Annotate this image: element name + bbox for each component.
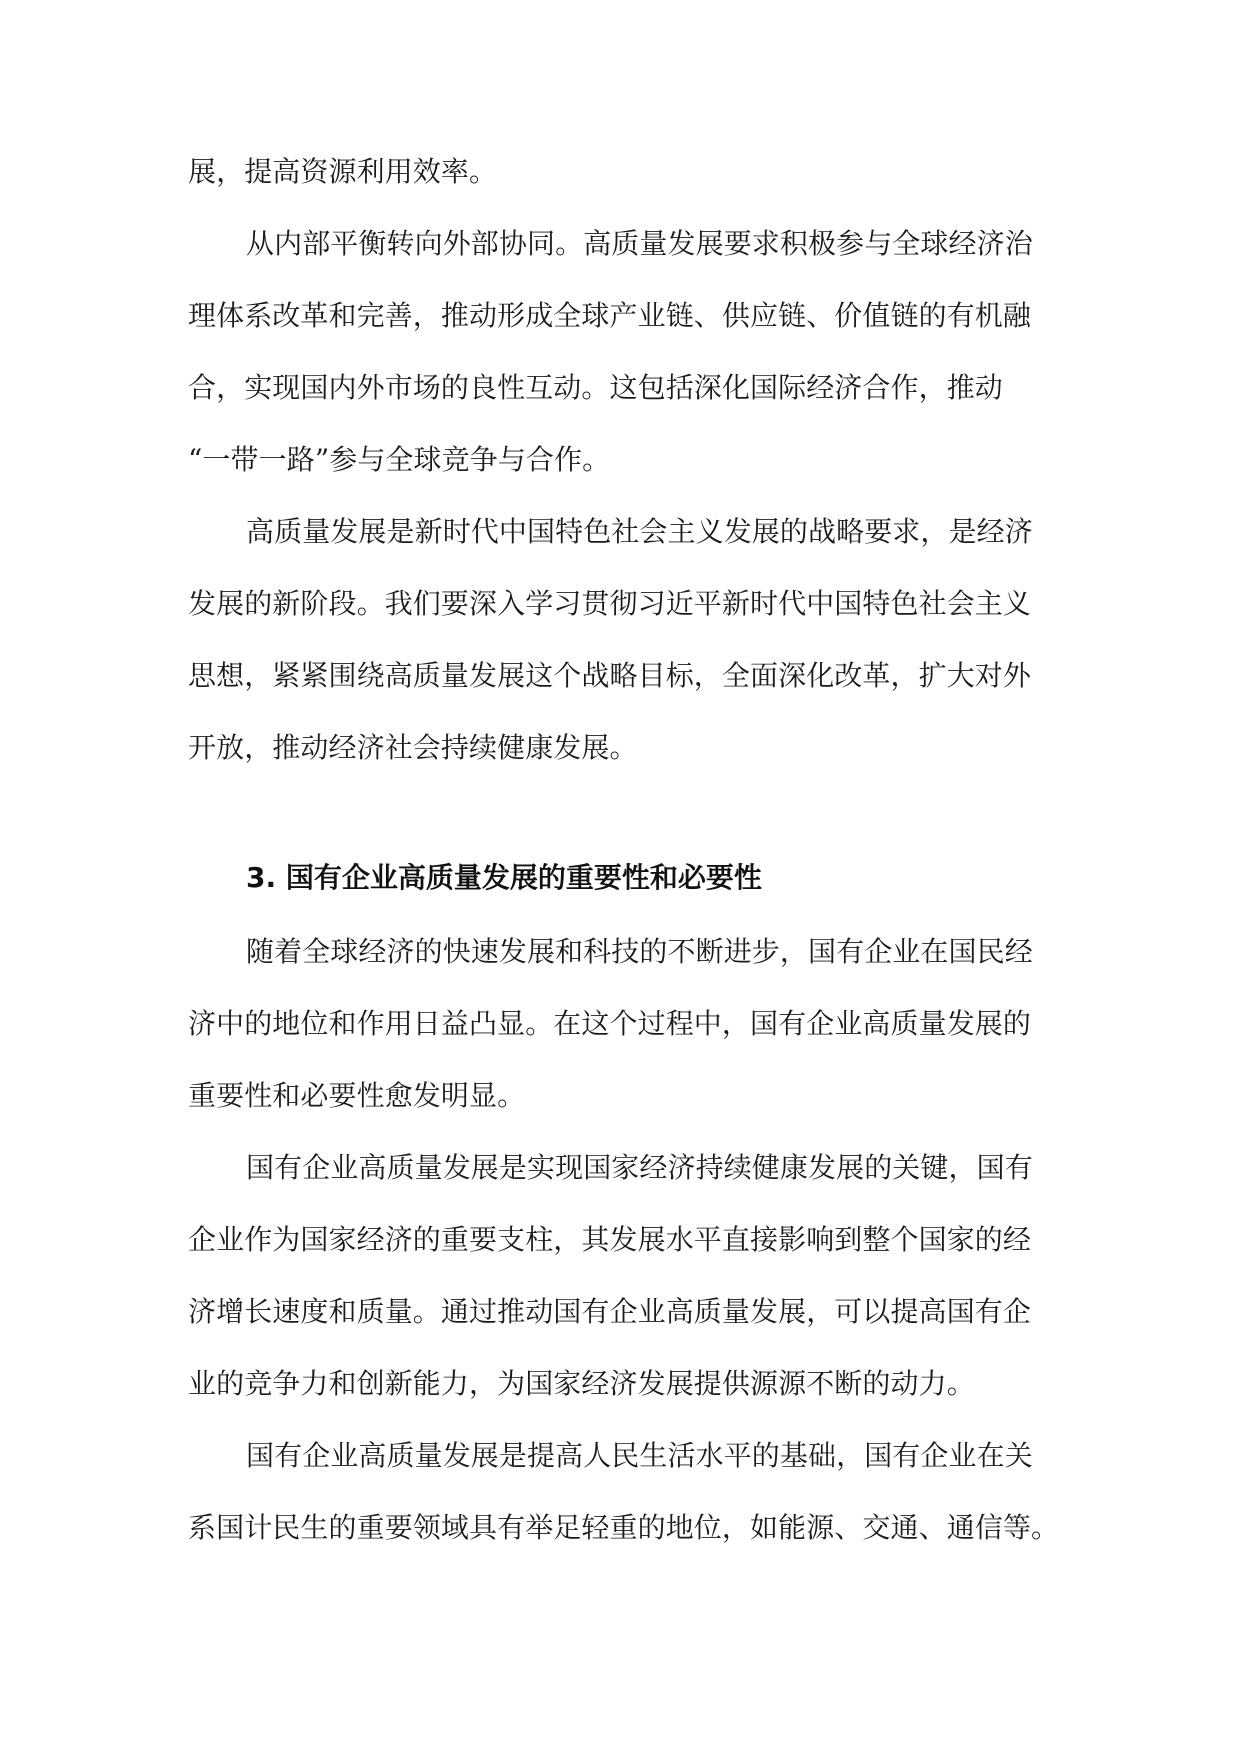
text-line: “一带一路”参与全球竞争与合作。: [188, 443, 611, 476]
text-line: 开放，推动经济社会持续健康发展。: [188, 731, 638, 764]
text-line: 展，提高资源利用效率。: [188, 155, 498, 188]
text-line: 随着全球经济的快速发展和科技的不断进步，国有企业在国民经: [246, 935, 1033, 968]
text-line: 国有企业高质量发展是提高人民生活水平的基础，国有企业在关: [246, 1439, 1033, 1472]
text-line: 企业作为国家经济的重要支柱，其发展水平直接影响到整个国家的经: [188, 1223, 1032, 1256]
text-line: 从内部平衡转向外部协同。高质量发展要求积极参与全球经济治: [246, 227, 1033, 260]
text-line: 思想，紧紧围绕高质量发展这个战略目标，全面深化改革，扩大对外: [188, 659, 1032, 692]
text-line: 理体系改革和完善，推动形成全球产业链、供应链、价值链的有机融: [188, 299, 1032, 332]
text-line: 济增长速度和质量。通过推动国有企业高质量发展，可以提高国有企: [188, 1295, 1032, 1328]
text-line: 国有企业高质量发展是实现国家经济持续健康发展的关键，国有: [246, 1151, 1033, 1184]
text-line: 发展的新阶段。我们要深入学习贯彻习近平新时代中国特色社会主义: [188, 587, 1032, 620]
section-heading: 3. 国有企业高质量发展的重要性和必要性: [246, 861, 762, 894]
text-line: 济中的地位和作用日益凸显。在这个过程中，国有企业高质量发展的: [188, 1007, 1032, 1040]
text-line: 高质量发展是新时代中国特色社会主义发展的战略要求，是经济: [246, 515, 1033, 548]
text-line: 重要性和必要性愈发明显。: [188, 1079, 526, 1112]
text-line: 合，实现国内外市场的良性互动。这包括深化国际经济合作，推动: [188, 371, 1003, 404]
text-line: 系国计民生的重要领域具有举足轻重的地位，如能源、交通、通信等。: [188, 1511, 1060, 1544]
text-line: 业的竞争力和创新能力，为国家经济发展提供源源不断的动力。: [188, 1367, 975, 1400]
